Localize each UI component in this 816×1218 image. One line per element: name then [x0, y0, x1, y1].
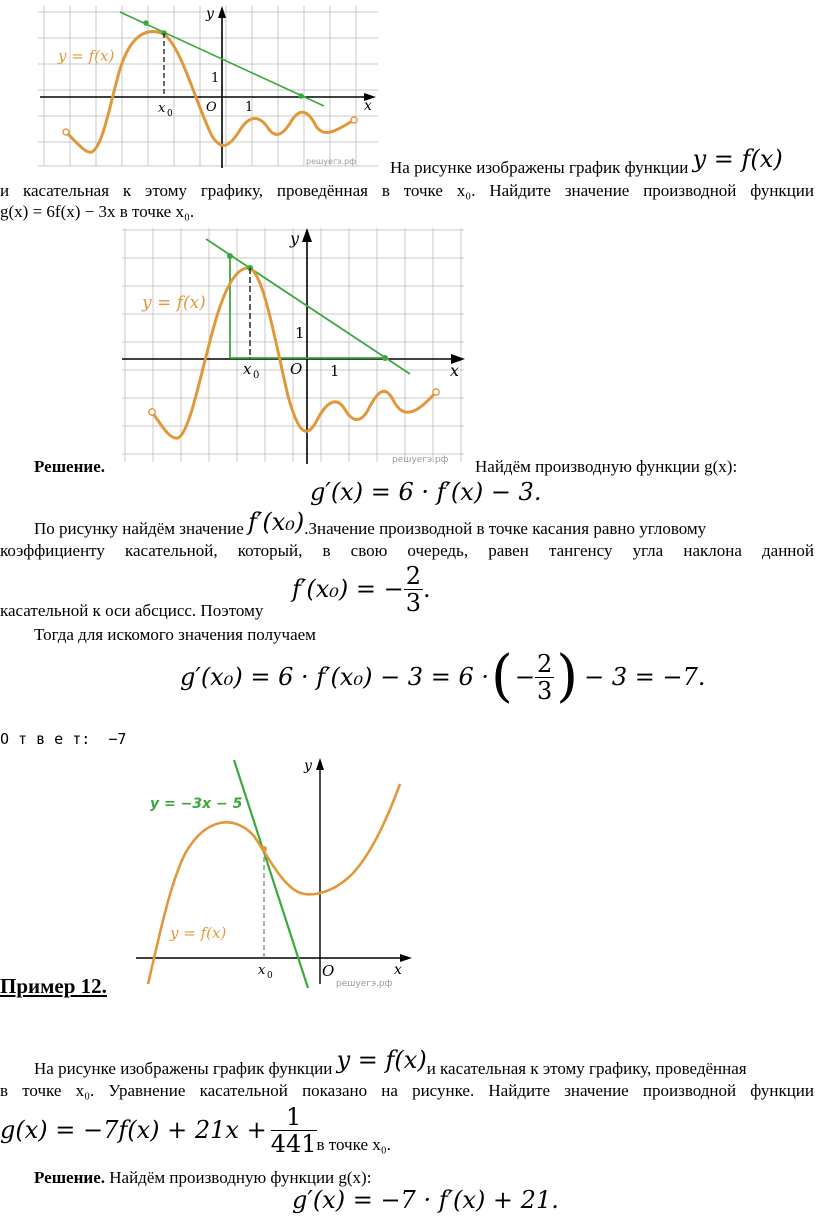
final-minus: − [514, 663, 535, 691]
solution1-para-line1 [34, 508, 814, 539]
final-fraction [535, 651, 554, 704]
solution1-formula-g: g′(x) = 6 · f′(x) − 3. [310, 478, 542, 506]
solution1-para-rest: .Значение производной в точке касания равно угловому [304, 519, 707, 538]
y-axis-arrow [316, 758, 324, 770]
problem1-intro-formula: y = f(x) [692, 145, 783, 173]
solution1-then: Тогда для искомого значения получаем [34, 625, 316, 644]
one-y-label: 1 [295, 324, 305, 342]
example12-g-num: 1 [271, 1104, 317, 1131]
problem1-line3: g(x) = 6f(x) − 3x в точке x₀. [0, 202, 195, 221]
example12-intro-line [34, 1046, 747, 1079]
final-lhs: g′(x₀) = 6 · f′(x₀) − 3 = 6 · [180, 663, 489, 691]
fprime-den: 3 [405, 588, 421, 617]
problem1-intro: На рисунке изображены график функции [390, 158, 689, 177]
final-paren-left: ( [490, 644, 513, 709]
x-axis-label: x [394, 962, 402, 978]
endpoint-left [149, 409, 155, 415]
example12-solution-line [34, 1167, 371, 1188]
x0-label: x [158, 101, 166, 116]
tangent-line [234, 760, 308, 988]
final-num: 2 [536, 649, 553, 678]
tangent-point-axis [298, 93, 304, 99]
example12-g-fraction [271, 1104, 317, 1157]
final-paren-right: ) [556, 644, 579, 709]
fprime-lhs: f′(x₀) = − [292, 575, 404, 603]
x0-sub: 0 [253, 370, 260, 381]
watermark: решуегэ.рф [306, 157, 357, 166]
example12-heading: Пример 12. [0, 974, 107, 998]
x0-sub: 0 [267, 971, 273, 981]
tangent-point-top [143, 20, 149, 26]
x-axis-label: x [450, 361, 460, 380]
function-label: y = f(x) [170, 924, 227, 942]
origin-label: O [322, 962, 335, 980]
endpoint-left [63, 129, 69, 135]
figure-2-graph [120, 226, 470, 472]
example12-sol-text: Найдём производную функции g(x): [105, 1168, 372, 1187]
figure-3-graph [136, 752, 418, 996]
one-x-label: 1 [245, 100, 254, 115]
example12-line2: в точке x₀. Уравнение касательной показано на рисунке. Найдите значение производной функции [0, 1081, 814, 1100]
example12-sol-label: Решение. [34, 1168, 105, 1187]
y-axis-label: y [290, 229, 300, 248]
example12-intro-formula: y = f(x) [336, 1046, 427, 1074]
one-y-label: 1 [211, 71, 220, 86]
function-label: y = f(x) [58, 47, 115, 65]
solution1-find-derivative: Найдём производную функции g(x): [475, 457, 738, 476]
final-den: 3 [536, 676, 553, 705]
watermark: решуегэ.рф [336, 979, 393, 989]
x-axis-arrow [400, 954, 412, 962]
example12-g-lhs: g(x) = −7f(x) + 21x + [0, 1116, 267, 1144]
function-label: y = f(x) [142, 293, 206, 313]
tangent-point-top [227, 253, 233, 259]
grid-2 [122, 228, 464, 462]
x0-label: x [258, 963, 266, 978]
example12-g-formula [0, 1100, 391, 1160]
endpoint-right [351, 117, 357, 123]
example12-g-den: 441 [270, 1129, 317, 1158]
fprime-end: . [422, 575, 431, 603]
watermark: решуегэ.рф [392, 455, 449, 465]
problem1-intro-line [390, 145, 783, 178]
x0-sub: 0 [167, 109, 173, 119]
grid-1 [38, 6, 378, 166]
solution1-para-start: По рисунку найдём значение [34, 519, 244, 538]
y-axis-label: y [304, 758, 312, 774]
solution1-para-formula: f′(x₀) [248, 508, 305, 536]
x-axis-label: x [364, 98, 372, 114]
tangent-point-axis [382, 355, 388, 361]
endpoint-right [433, 389, 439, 395]
origin-label: O [290, 360, 303, 378]
solution1-fprime-formula [292, 558, 431, 620]
figure-1-graph [36, 4, 386, 172]
solution1-answer: О т в е т: −7 [0, 730, 127, 748]
example12-g-tail: в точке x₀. [316, 1134, 391, 1154]
one-x-label: 1 [330, 362, 340, 380]
solution1-final-formula [180, 644, 705, 710]
x0-label: x [243, 360, 252, 378]
fprime-num: 2 [405, 561, 421, 590]
solution1-label: Решение. [34, 457, 105, 476]
tangent-label: y = −3x − 5 [150, 796, 243, 812]
example12-sol-formula: g′(x) = −7 · f′(x) + 21. [292, 1186, 559, 1214]
fprime-fraction [404, 563, 423, 616]
final-rhs: − 3 = −7. [584, 663, 706, 691]
solution1-para-line2: коэффициенту касательной, который, в свою очередь, равен тангенсу угла наклона данной [0, 541, 814, 560]
problem1-line2: и касательная к этому графику, проведённая в точке x₀. Найдите значение производной функции [0, 181, 814, 200]
example12-intro: На рисунке изображены график функции [34, 1059, 333, 1078]
y-axis-label: y [206, 6, 214, 22]
origin-label: O [206, 100, 217, 115]
example12-intro-rest: и касательная к этому графику, проведённая [426, 1059, 747, 1078]
solution1-para-line3: касательной к оси абсцисс. Поэтому [0, 601, 264, 620]
tangency-point [261, 846, 267, 852]
